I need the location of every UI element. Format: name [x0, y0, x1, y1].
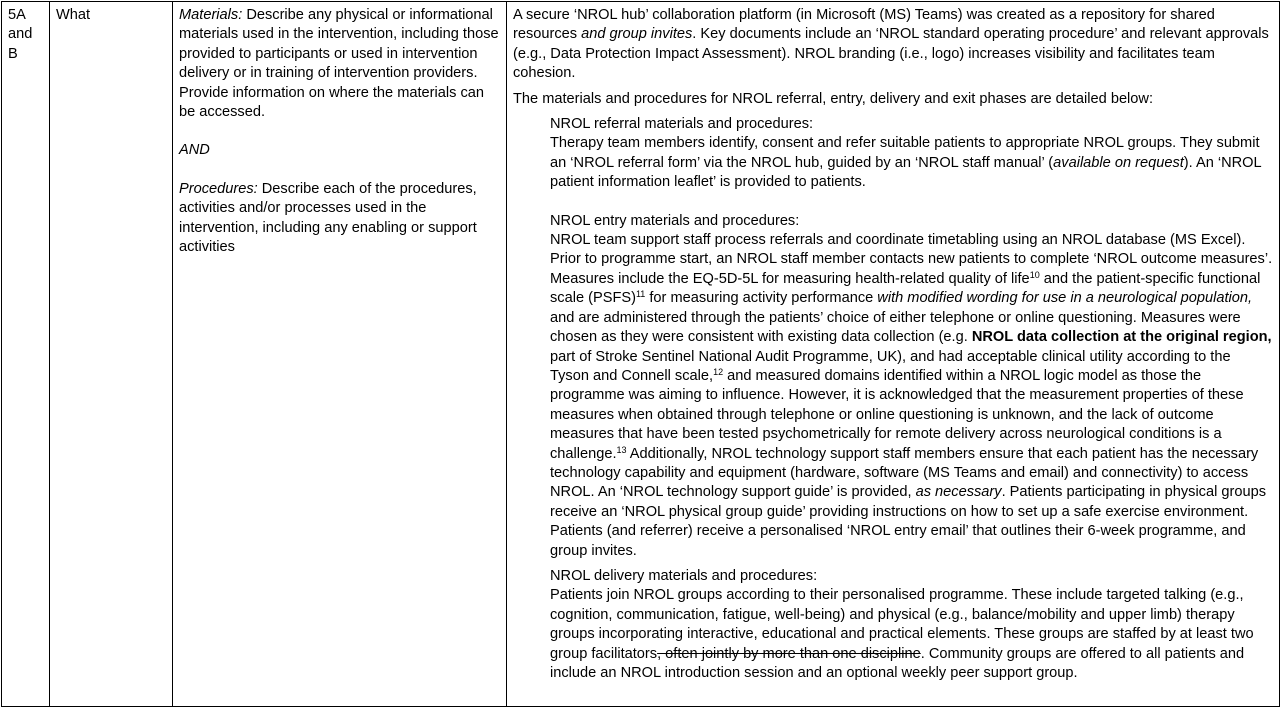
entry-text-7: Additionally, NROL technology support staff members ensure that each patient has the necessary technology capability and equipment (hardware, software (MS Teams and email) and connectivity) to access NROL. An ‘NROL technology support guide’ is provided,	[550, 445, 1259, 501]
intro-text-1: A secure ‘NROL hub’ collaboration platform (in Microsoft (MS) Teams) was created as a repository for shared resources	[513, 7, 1215, 43]
materials-description	[179, 6, 500, 122]
and-label: AND	[179, 142, 210, 159]
referral-heading: NROL referral materials and procedures:	[550, 116, 814, 133]
materials-label: Materials:	[179, 7, 243, 23]
delivery-text-struck: , often jointly by more than one discipline	[657, 645, 921, 662]
intro-text-2: . Key documents include an ‘NROL standard operating procedure’ and relevant approvals (e.g., Data Protection Impact Assessment). NROL branding (i.e., logo) increases visibility and facilitates team cohesion.	[513, 26, 1269, 82]
entry-text-1: NROL team support staff process referrals and coordinate timetabling using an NROL database (MS Excel). Prior to programme start, an NROL staff member contacts new patients to complete ‘NROL outcome measures’. Measures include the EQ-5D-5L for measuring health-related quality of life	[550, 232, 1273, 287]
entry-text-3: for measuring activity performance	[645, 290, 878, 307]
entry-text	[550, 231, 1273, 561]
referral-text-italic: available on request	[1053, 154, 1184, 171]
delivery-text	[550, 586, 1273, 683]
delivery-section	[550, 567, 1273, 683]
reference-10: 10	[1029, 269, 1040, 280]
tidier-checklist-table	[1, 1, 1280, 707]
entry-section	[550, 212, 1273, 561]
procedures-text: Describe each of the procedures, activities and/or processes used in the intervention, including any enabling or support activities	[179, 180, 477, 256]
delivery-text-1: Patients join NROL groups according to their personalised programme. These include targeted talking (e.g., cognition, communication, fatigue, well-being) and physical (e.g., balance/mobility and upper limb) therapy groups incorporating interactive, educational and practical elements. These groups are staffed by at least two group facilitators	[550, 587, 1254, 662]
referral-text-1: Therapy team members identify, consent and refer suitable patients to appropriate NROL groups. They submit an ‘NROL referral form’ via the NROL hub, guided by an ‘NROL staff manual’ (	[550, 135, 1260, 171]
delivery-heading: NROL delivery materials and procedures:	[550, 567, 818, 584]
delivery-text-2: . Community groups are offered to all patients and include an NROL introduction session and an optional weekly peer support group.	[550, 645, 1245, 681]
materials-text: Describe any physical or informational materials used in the intervention, including those provided to participants or used in intervention delivery or in training of intervention providers. Provide information on where the materials can be accessed.	[179, 7, 499, 121]
item-number-cell	[2, 2, 50, 707]
entry-text-4: and are administered through the patients’ choice of either telephone or online questioning. Measures were chosen as they were consistent with existing data collection (e.g.	[550, 309, 1241, 346]
entry-text-2: and the patient-specific functional scale (PSFS)	[550, 270, 1261, 307]
entry-text-8: . Patients participating in physical groups receive an ‘NROL physical group guide’ providing instructions on how to set up a safe exercise environment. Patients (and referrer) receive a personalised ‘NROL entry email’ that outlines their 6-week programme, and group invites.	[550, 484, 1267, 559]
intro-text-italic: and group invites	[581, 26, 693, 43]
entry-text-7-italic: as necessary	[915, 484, 1002, 501]
item-number: 5A and B	[8, 7, 33, 62]
item-name-cell	[50, 2, 173, 707]
reference-12: 12	[713, 366, 724, 377]
entry-text-3-italic: with modified wording for use in a neurological population,	[877, 290, 1253, 307]
reference-11: 11	[635, 289, 646, 300]
item-description-cell	[173, 2, 507, 707]
procedures-description	[179, 180, 500, 258]
referral-section	[550, 115, 1273, 193]
entry-text-4-bold: NROL data collection at the original region,	[971, 329, 1272, 346]
reference-13: 13	[616, 444, 627, 455]
referral-text	[550, 134, 1273, 192]
procedures-label: Procedures:	[179, 180, 258, 197]
entry-heading: NROL entry materials and procedures:	[550, 212, 800, 229]
referral-text-2: ). An ‘NROL patient information leaflet’ is provided to patients.	[550, 154, 1262, 191]
phases-intro-paragraph: The materials and procedures for NROL referral, entry, delivery and exit phases are detailed below:	[513, 90, 1154, 107]
table-row	[2, 2, 1280, 707]
item-content-cell	[507, 2, 1280, 707]
hub-intro-paragraph	[513, 6, 1273, 84]
entry-text-5: part of Stroke Sentinel National Audit Programme, UK), and had acceptable clinical utility according to the Tyson and Connell scale,	[550, 348, 1231, 384]
entry-text-6: and measured domains identified within a NROL logic model as those the programme was aiming to influence. However, it is acknowledged that the measurement properties of these measures when obtained through telephone or online questioning is unknown, and the lack of outcome measures that have been tested psychometrically for remote delivery across neurological conditions is a challenge.	[550, 367, 1244, 462]
item-name: What	[56, 7, 91, 23]
